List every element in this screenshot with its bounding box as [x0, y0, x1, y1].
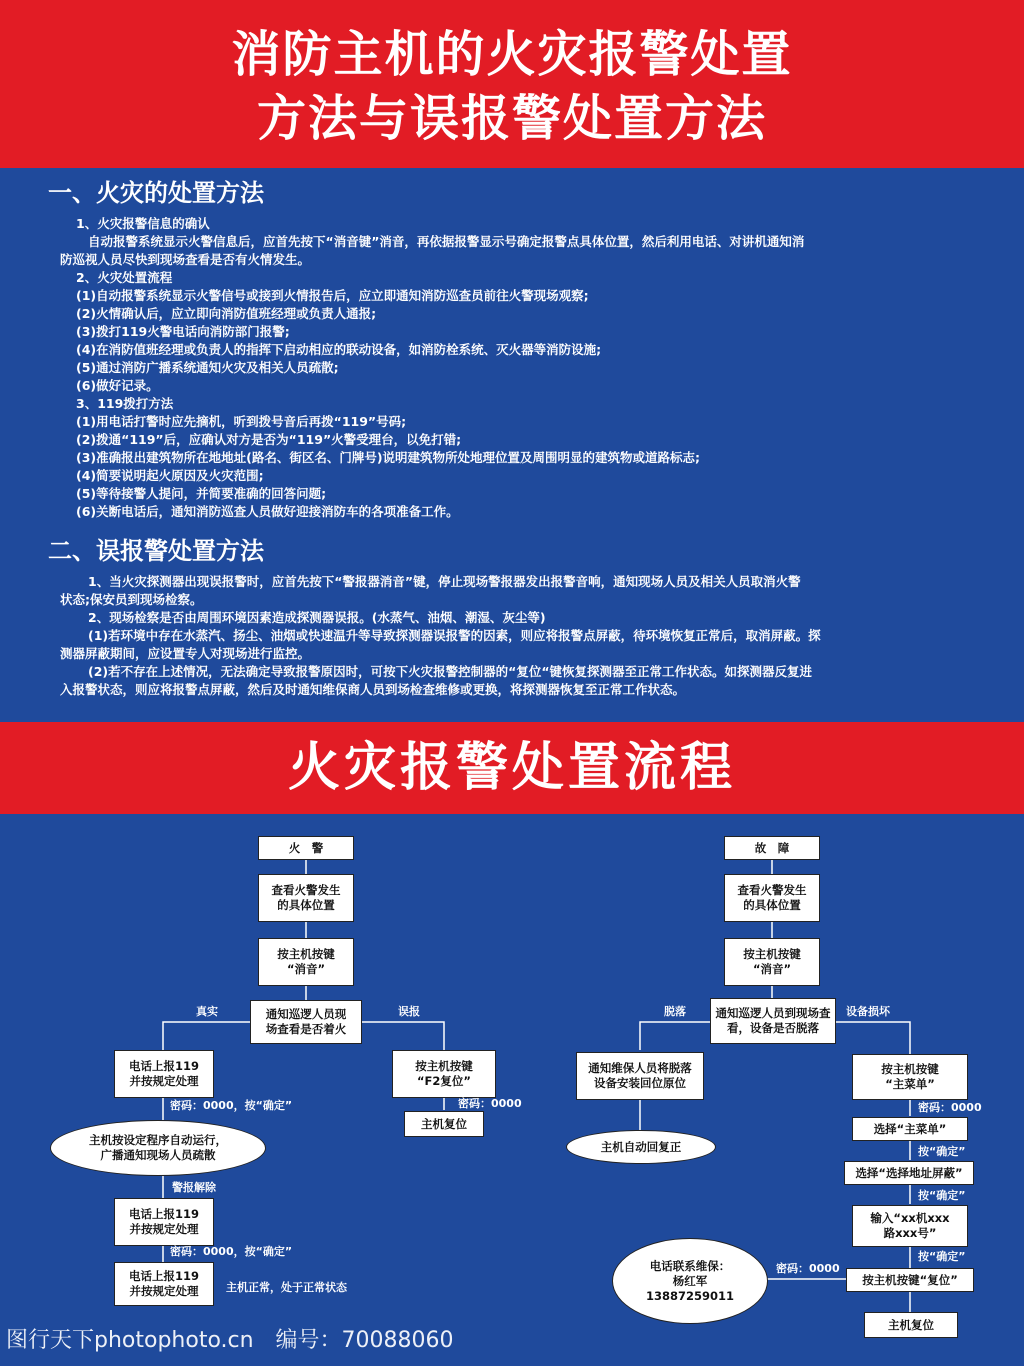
report-119-1: 电话上报119 并按规定处理 [114, 1050, 214, 1098]
section2-body [60, 573, 976, 699]
auto-run-oval: 主机按设定程序自动运行， 广播通知现场人员疏散 [50, 1120, 266, 1176]
section1-heading: 一、火灾的处置方法 [48, 179, 264, 207]
s1-line: (4)在消防值班经理或负责人的指挥下启动相应的联动设备，如消防栓系统、灭火器等消防设施; [76, 342, 602, 357]
pwd-menu-label: 密码：0000 [918, 1101, 982, 1114]
s1-line: (4)简要说明起火原因及火灾范围; [76, 468, 264, 483]
press-ok-label-2: 按“确定” [918, 1189, 966, 1202]
page-title-line2: 方法与误报警处置方法 [256, 90, 767, 147]
off-label: 脱落 [664, 1005, 686, 1018]
press-silence-left: 按主机按键 “消音” [258, 938, 354, 986]
check-fault-location: 查看火警发生 的具体位置 [724, 874, 820, 922]
select-shield-box: 选择“选择地址屏蔽” [844, 1161, 974, 1185]
press-ok-label-3: 按“确定” [918, 1250, 966, 1263]
s2-line: (2)若不存在上述情况，无法确定导致报警原因时，可按下火灾报警控制器的“复位“键恢复探测器至正常工作状态。如探测器反复进 [88, 664, 813, 679]
pwd-f2-label: 密码：0000 [458, 1097, 522, 1110]
s2-line: (1)若环境中存在水蒸汽、扬尘、油烟或快速温升等导致探测器误报警的因素，则应将报警点屏蔽，待环境恢复正常后，取消屏蔽。探 [88, 628, 821, 643]
s1-line: (6)做好记录。 [76, 378, 159, 393]
false-label: 误报 [398, 1005, 420, 1018]
watermark-text: 图行天下photophoto.cn 编号：70088060 [6, 1328, 454, 1353]
check-fire-location: 查看火警发生 的具体位置 [258, 874, 354, 922]
section1-body [60, 215, 976, 521]
s1-line: (1)用电话打警时应先摘机，听到拨号音后再拨“119”号码; [76, 414, 407, 429]
fire-alarm-start: 火 警 [258, 836, 354, 860]
normal-note: 主机正常，处于正常状态 [226, 1281, 347, 1294]
s1-line: (5)等待接警人提问，并简要准确的回答问题; [76, 486, 327, 501]
alarm-clear-label: 警报解除 [172, 1181, 216, 1194]
main-menu-box: 按主机按键 “主菜单” [852, 1054, 968, 1100]
s1-line: (3)准确报出建筑物所在地地址(路名、街区名、门牌号)说明建筑物所处地理位置及周围明显的建筑物或道路标志; [76, 450, 701, 465]
s1-line: (3)拨打119火警电话向消防部门报警; [76, 324, 290, 339]
s1-line: 1、火灾报警信息的确认 [76, 216, 210, 231]
select-menu-box: 选择“主菜单” [852, 1117, 968, 1141]
f2-reset-box: 按主机按键 “F2复位” [392, 1050, 496, 1098]
s1-line: (6)关断电话后，通知消防巡查人员做好迎接消防车的各项准备工作。 [76, 504, 459, 519]
reinstall-box: 通知维保人员将脱落 设备安装回位原位 [576, 1052, 704, 1100]
pwd-label-2: 密码：0000，按“确定” [170, 1245, 293, 1258]
s1-line: 防巡视人员尽快到现场查看是否有火情发生。 [60, 252, 311, 267]
s1-line: (1)自动报警系统显示火警信号或接到火情报告后，应立即通知消防巡查员前往火警现场观察; [76, 288, 589, 303]
fault-start: 故 障 [724, 836, 820, 860]
s2-line: 入报警状态，则应将报警点屏蔽，然后及时通知维保商人员到场检查维修或更换，将探测器恢复至正常工作状态。 [60, 682, 686, 697]
report-119-3: 电话上报119 并按规定处理 [114, 1262, 214, 1306]
host-reset-right: 主机复位 [864, 1312, 958, 1338]
s2-line: 状态;保安员到现场检察。 [60, 592, 203, 607]
s1-line: 自动报警系统显示火警信息后，应首先按下“消音键”消音，再依据报警显示号确定报警点具体位置，然后利用电话、对讲机通知消 [88, 234, 805, 249]
s1-line: (2)拨通“119”后，应确认对方是否为“119”火警受理台，以免打错; [76, 432, 462, 447]
flow-title: 火灾报警处置流程 [287, 738, 736, 798]
press-silence-right: 按主机按键 “消音” [724, 938, 820, 986]
s2-line: 2、现场检察是否由周围环境因素造成探测器误报。(水蒸气、油烟、潮湿、灰尘等) [88, 610, 546, 625]
press-reset-box: 按主机按键“复位” [846, 1268, 974, 1292]
true-label: 真实 [196, 1005, 218, 1018]
s1-line: 2、火灾处置流程 [76, 270, 173, 285]
contact-oval: 电话联系维保： 杨红军 13887259011 [612, 1238, 768, 1324]
s1-line: (2)火情确认后，应立即向消防值班经理或负责人通报; [76, 306, 377, 321]
page-title-line1: 消防主机的火灾报警处置 [231, 26, 793, 83]
s1-line: (5)通过消防广播系统通知火灾及相关人员疏散; [76, 360, 339, 375]
notify-patrol-left: 通知巡逻人员现 场查看是否着火 [250, 1000, 362, 1044]
s2-line: 测器屏蔽期间，应设置专人对现场进行监控。 [60, 646, 311, 661]
notify-patrol-right: 通知巡逻人员到现场查 看，设备是否脱落 [710, 998, 836, 1044]
section2-heading: 二、误报警处置方法 [48, 537, 264, 565]
s1-line: 3、119拨打方法 [76, 396, 174, 411]
pwd-label-1: 密码：0000，按“确定” [170, 1099, 293, 1112]
broken-label: 设备损坏 [846, 1005, 890, 1018]
s2-line: 1、当火灾探测器出现误报警时，应首先按下“警报器消音”键，停止现场警报器发出报警音响，通知现场人员及相关人员取消火警 [88, 574, 801, 589]
host-reset-left: 主机复位 [404, 1111, 484, 1137]
input-address-box: 输入“xx机xxx 路xxx号” [852, 1205, 968, 1247]
pwd-reset-label: 密码：0000 [776, 1262, 840, 1275]
auto-recover-oval: 主机自动回复正 [566, 1130, 716, 1164]
report-119-2: 电话上报119 并按规定处理 [114, 1198, 214, 1246]
press-ok-label-1: 按“确定” [918, 1145, 966, 1158]
